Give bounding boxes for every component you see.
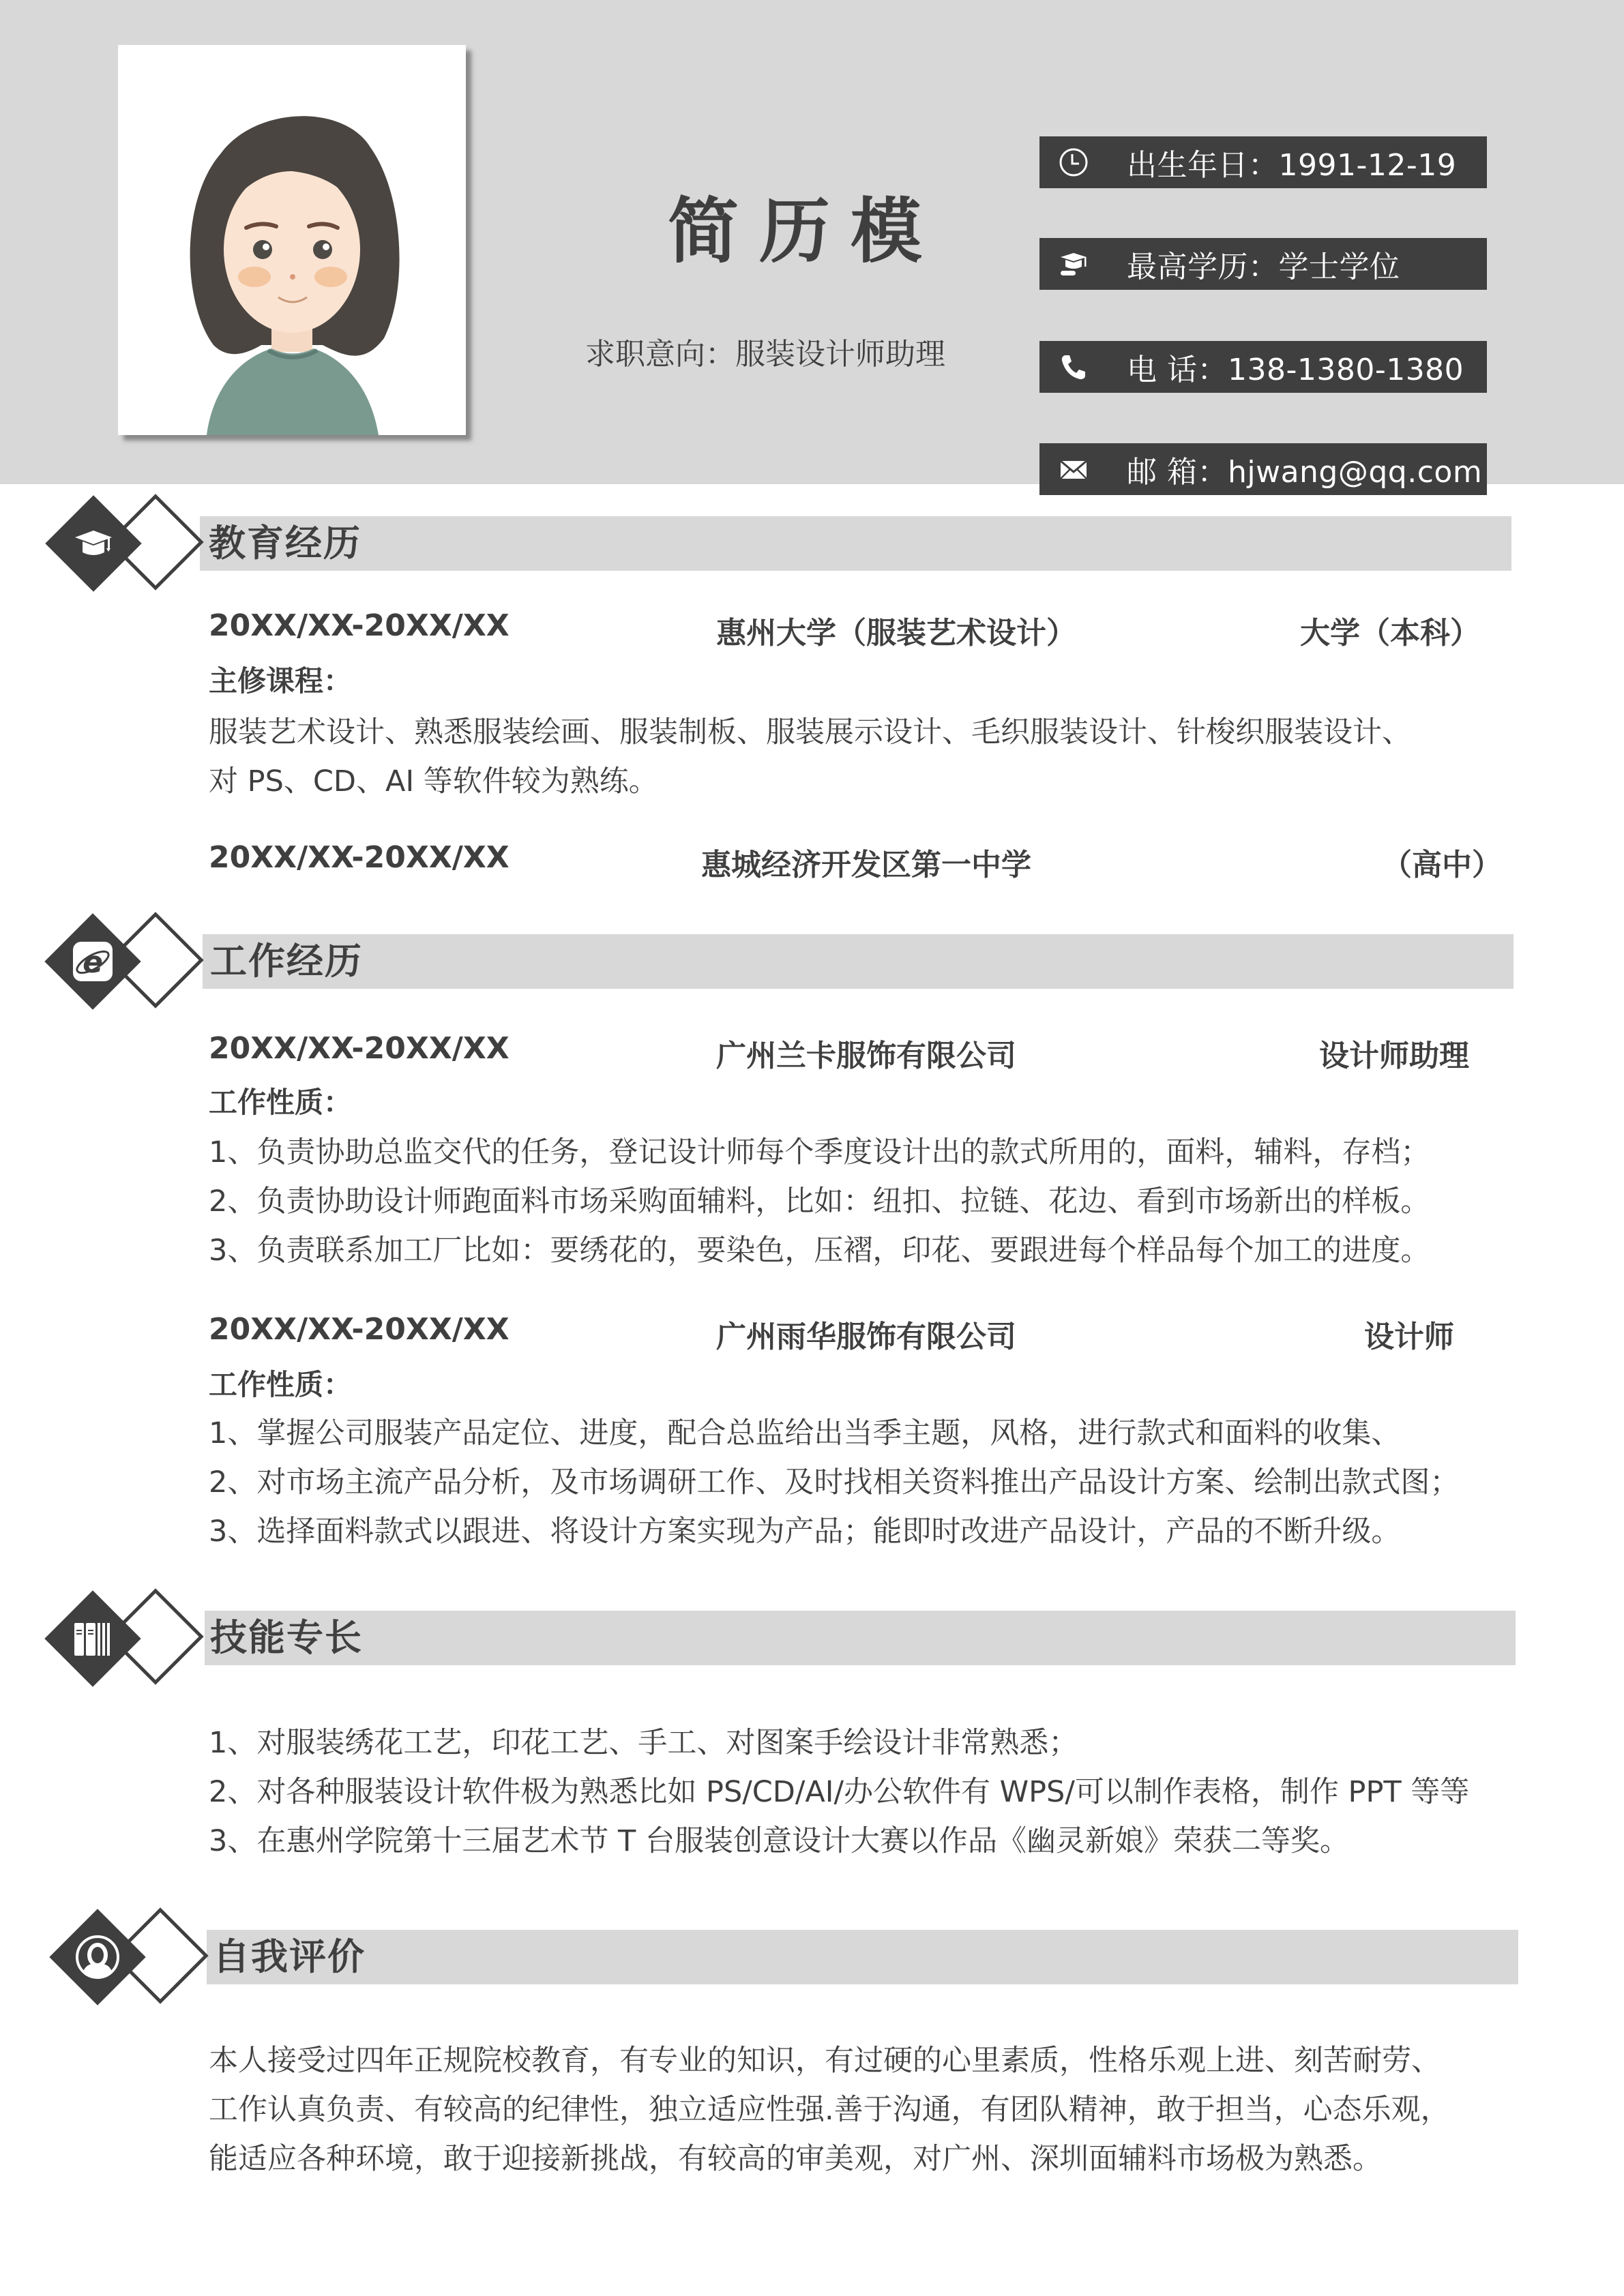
section-bar bbox=[205, 1611, 1516, 1665]
envelope-icon bbox=[1048, 443, 1099, 495]
section-title: 技能专长 bbox=[210, 1616, 363, 1659]
courses-label: 主修课程： bbox=[209, 664, 353, 698]
work-entry-1-header bbox=[209, 1031, 1471, 1073]
entry-company: 广州兰卡服饰有限公司 bbox=[716, 1039, 1016, 1073]
info-row-phone bbox=[1039, 341, 1487, 393]
self-eval-line: 本人接受过四年正规院校教育，有专业的知识，有过硬的心里素质，性格乐观上进、刻苦耐劳、 bbox=[209, 2044, 1441, 2078]
internet-explorer-icon bbox=[63, 932, 122, 991]
entry-period: 20XX/XX-20XX/XX bbox=[209, 608, 510, 643]
books-icon bbox=[63, 1609, 122, 1668]
duties-label: 工作性质： bbox=[209, 1368, 353, 1401]
duty-line: 3、选择面料款式以跟进、将设计方案实现为产品；能即时改进产品设计，产品的不断升级。 bbox=[209, 1515, 1401, 1549]
entry-school: 惠州大学（服装艺术设计） bbox=[716, 616, 1076, 651]
entry-company: 广州雨华服饰有限公司 bbox=[716, 1320, 1016, 1354]
info-row-education bbox=[1039, 238, 1487, 290]
duties-label: 工作性质： bbox=[209, 1086, 353, 1119]
job-intention: 求职意向：服装设计师助理 bbox=[585, 337, 945, 372]
info-email: 邮 箱：hjwang@qq.com bbox=[1127, 455, 1483, 490]
phone-icon bbox=[1048, 341, 1099, 393]
entry-position: 设计师助理 bbox=[1319, 1039, 1469, 1073]
education-entry-1-header bbox=[209, 608, 1480, 651]
education-entry-2-header bbox=[209, 840, 1502, 882]
work-entry-2-header bbox=[209, 1312, 1471, 1354]
clock-icon bbox=[1048, 136, 1099, 188]
duty-line: 1、负责协助总监交代的任务，登记设计师每个季度设计出的款式所用的，面料，辅料，存档； bbox=[209, 1135, 1430, 1169]
svg-text:e: e bbox=[83, 945, 103, 980]
entry-degree: 大学（本科） bbox=[1300, 616, 1480, 651]
section-bar bbox=[203, 934, 1514, 989]
info-row-birthday bbox=[1039, 136, 1487, 188]
entry-period: 20XX/XX-20XX/XX bbox=[209, 840, 510, 875]
duty-line: 2、对市场主流产品分析，及市场调研工作、及时找相关资料推出产品设计方案、绘制出款式图； bbox=[209, 1465, 1460, 1500]
entry-degree: （高中） bbox=[1382, 848, 1502, 882]
skill-line: 1、对服装绣花工艺，印花工艺、手工、对图案手绘设计非常熟悉； bbox=[209, 1726, 1078, 1760]
user-avatar-icon bbox=[68, 1928, 127, 1986]
info-phone: 电 话：138-1380-1380 bbox=[1127, 353, 1464, 387]
courses-line: 对 PS、CD、AI 等软件较为熟练。 bbox=[209, 764, 658, 799]
skill-line: 3、在惠州学院第十三届艺术节 T 台服装创意设计大赛以作品《幽灵新娘》荣获二等奖。 bbox=[209, 1824, 1349, 1858]
duty-line: 2、负责协助设计师跑面料市场采购面辅料，比如：纽扣、拉链、花边、看到市场新出的样板。 bbox=[209, 1184, 1430, 1219]
section-title: 自我评价 bbox=[213, 1935, 366, 1978]
entry-period: 20XX/XX-20XX/XX bbox=[209, 1312, 510, 1347]
info-education: 最高学历：学士学位 bbox=[1127, 250, 1400, 284]
section-title: 教育经历 bbox=[209, 522, 361, 565]
section-bar bbox=[207, 1930, 1518, 1984]
profile-photo bbox=[118, 45, 466, 435]
self-eval-line: 能适应各种环境，敢于迎接新挑战，有较高的审美观，对广州、深圳面辅料市场极为熟悉。 bbox=[209, 2142, 1382, 2176]
entry-period: 20XX/XX-20XX/XX bbox=[209, 1031, 510, 1066]
info-birthday: 出生年日：1991-12-19 bbox=[1127, 148, 1457, 183]
graduation-cap-icon bbox=[64, 514, 123, 573]
info-row-email bbox=[1039, 443, 1487, 495]
duty-line: 1、掌握公司服装产品定位、进度，配合总监给出当季主题，风格，进行款式和面料的收集、 bbox=[209, 1416, 1401, 1450]
skill-line: 2、对各种服装设计软件极为熟悉比如 PS/CD/AI/办公软件有 WPS/可以制作表格，制作 PPT 等等 bbox=[209, 1775, 1470, 1809]
section-bar bbox=[200, 516, 1511, 571]
entry-position: 设计师 bbox=[1364, 1320, 1454, 1354]
courses-line: 服装艺术设计、熟悉服装绘画、服装制板、服装展示设计、毛织服装设计、针梭织服装设计、 bbox=[209, 715, 1411, 749]
section-title: 工作经历 bbox=[210, 940, 363, 983]
cartoon-girl-portrait-icon bbox=[118, 45, 466, 435]
graduation-cap-icon bbox=[1048, 238, 1099, 290]
entry-school: 惠城经济开发区第一中学 bbox=[701, 848, 1031, 882]
resume-title: 简历模 bbox=[667, 190, 942, 273]
self-eval-line: 工作认真负责、有较高的纪律性，独立适应性强.善于沟通，有团队精神，敢于担当，心态乐观， bbox=[209, 2093, 1450, 2127]
duty-line: 3、负责联系加工厂比如：要绣花的，要染色，压褶，印花、要跟进每个样品每个加工的进度。 bbox=[209, 1234, 1430, 1268]
